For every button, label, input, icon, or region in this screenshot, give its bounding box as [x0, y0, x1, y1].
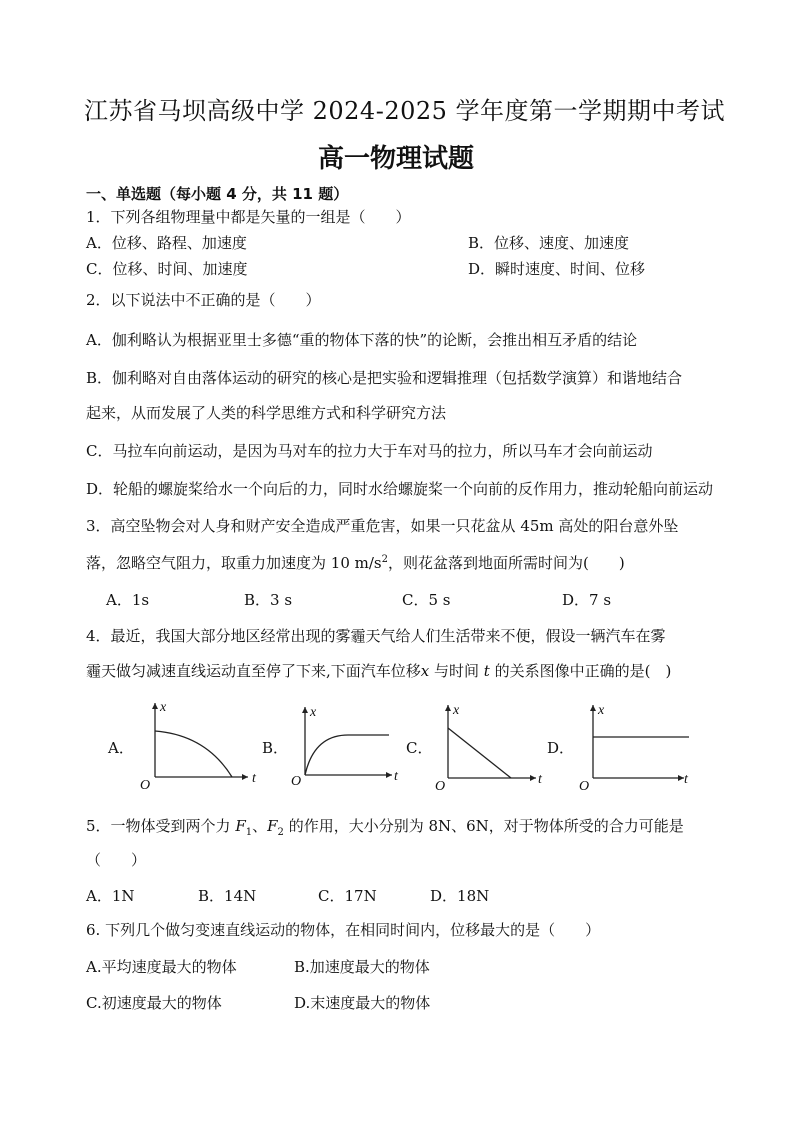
q4-option-d-label: D．	[547, 739, 575, 757]
question-5-line2: （ ）	[86, 851, 147, 869]
q4-option-b-label: B．	[262, 739, 289, 757]
q5-sep: 、	[252, 817, 268, 835]
q6-option-a: A.平均速度最大的物体	[86, 958, 237, 976]
q5-text-b: 的作用，大小分别为 8N、6N，对于物体所受的合力可能是	[283, 817, 684, 835]
q3-option-d: D．7 s	[562, 591, 612, 609]
q4-text-a: 霾天做匀减速直线运动直至停了下来,下面汽车位移	[86, 662, 421, 680]
q4a-curve	[155, 731, 232, 777]
q3-line2-text: 落，忽略空气阻力，取重力加速度为 10 m/s	[86, 554, 382, 572]
q4-graph-a	[136, 697, 264, 791]
q4d-origin: O	[579, 779, 590, 791]
q3-option-b: B．3 s	[244, 591, 293, 609]
question-4-line1: 4．最近，我国大部分地区经常出现的雾霾天气给人们生活带来不便，假设一辆汽车在雾	[86, 627, 666, 645]
q1-option-c: C．位移、时间、加速度	[86, 260, 248, 278]
q2-option-b-line1: B．伽利略对自由落体运动的研究的核心是把实验和逻辑推理（包括数学演算）和谐地结合	[86, 369, 683, 387]
question-3-line1: 3．高空坠物会对人身和财产安全造成严重危害，如果一只花盆从 45m 高处的阳台意外坠	[86, 517, 679, 535]
q5-f1: F	[235, 817, 246, 835]
q5-text-a: 5．一物体受到两个力	[86, 817, 236, 835]
q4-var-t: t	[483, 662, 490, 680]
q5-f2-sub: 2	[277, 827, 284, 838]
q4a-x-label: x	[160, 700, 167, 715]
q6-option-d: D.末速度最大的物体	[294, 994, 431, 1012]
q4b-curve	[305, 735, 389, 775]
q6-option-b: B.加速度最大的物体	[294, 958, 430, 976]
question-3-line2	[86, 553, 625, 573]
q4-option-c-label: C．	[406, 739, 433, 757]
q2-option-b-line2: 起来，从而发展了人类的科学思维方式和科学研究方法	[86, 404, 447, 422]
question-1-stem: 1．下列各组物理量中都是矢量的一组是（ ）	[86, 208, 411, 226]
q4c-x-label: x	[453, 703, 460, 718]
q5-option-c: C．17N	[318, 887, 377, 905]
q4-graph-c	[432, 699, 552, 791]
q4-text-b: 与时间	[429, 662, 484, 680]
q4a-origin: O	[140, 778, 151, 791]
q2-option-a: A．伽利略认为根据亚里士多德“重的物体下落的快”的论断，会推出相互矛盾的结论	[86, 331, 638, 349]
q4-option-a-label: A．	[108, 739, 134, 757]
q3-line2-tail: ，则花盆落到地面所需时间为( )	[387, 554, 625, 572]
q4-var-x: x	[420, 662, 430, 680]
q5-option-a: A．1N	[86, 887, 135, 905]
section-heading: 一、单选题（每小题 4 分，共 11 题）	[86, 185, 349, 203]
q1-option-a: A．位移、路程、加速度	[86, 234, 247, 252]
q2-option-c: C．马拉车向前运动，是因为马对车的拉力大于车对马的拉力，所以马车才会向前运动	[86, 442, 653, 460]
exam-title: 江苏省马坝高级中学 2024-2025 学年度第一学期期中考试	[84, 97, 726, 125]
q5-f2: F	[267, 817, 278, 835]
q4b-x-label: x	[310, 705, 317, 720]
q3-exponent: 2	[381, 554, 388, 565]
q5-f1-sub: 1	[245, 827, 253, 838]
q4d-t-label: t	[684, 772, 688, 787]
q4-graph-b	[288, 703, 406, 787]
q5-option-d: D．18N	[430, 887, 490, 905]
q1-option-d: D．瞬时速度、时间、位移	[468, 260, 646, 278]
q4a-t-label: t	[252, 771, 256, 786]
q5-option-b: B．14N	[198, 887, 257, 905]
subject-title: 高一物理试题	[318, 144, 475, 174]
q4c-origin: O	[435, 779, 446, 791]
question-2-stem: 2．以下说法中不正确的是（ ）	[86, 291, 321, 309]
q4c-t-label: t	[538, 772, 542, 787]
question-4-line2	[86, 661, 671, 681]
q3-option-a: A．1s	[106, 591, 150, 609]
q4-text-c: 的关系图像中正确的是( )	[489, 662, 672, 680]
q3-option-c: C．5 s	[402, 591, 451, 609]
q2-option-d: D．轮船的螺旋桨给水一个向后的力，同时水给螺旋桨一个向前的反作用力，推动轮船向前运动	[86, 480, 714, 498]
question-6-stem: 6. 下列几个做匀变速直线运动的物体，在相同时间内，位移最大的是（ ）	[86, 921, 601, 939]
q4b-t-label: t	[394, 769, 398, 784]
question-5-line1	[86, 816, 684, 836]
q1-option-b: B．位移、速度、加速度	[468, 234, 630, 252]
q4b-origin: O	[291, 774, 302, 787]
q4c-line	[448, 728, 511, 778]
q4d-x-label: x	[598, 703, 605, 718]
q6-option-c: C.初速度最大的物体	[86, 994, 222, 1012]
q4-graph-d	[576, 699, 696, 791]
